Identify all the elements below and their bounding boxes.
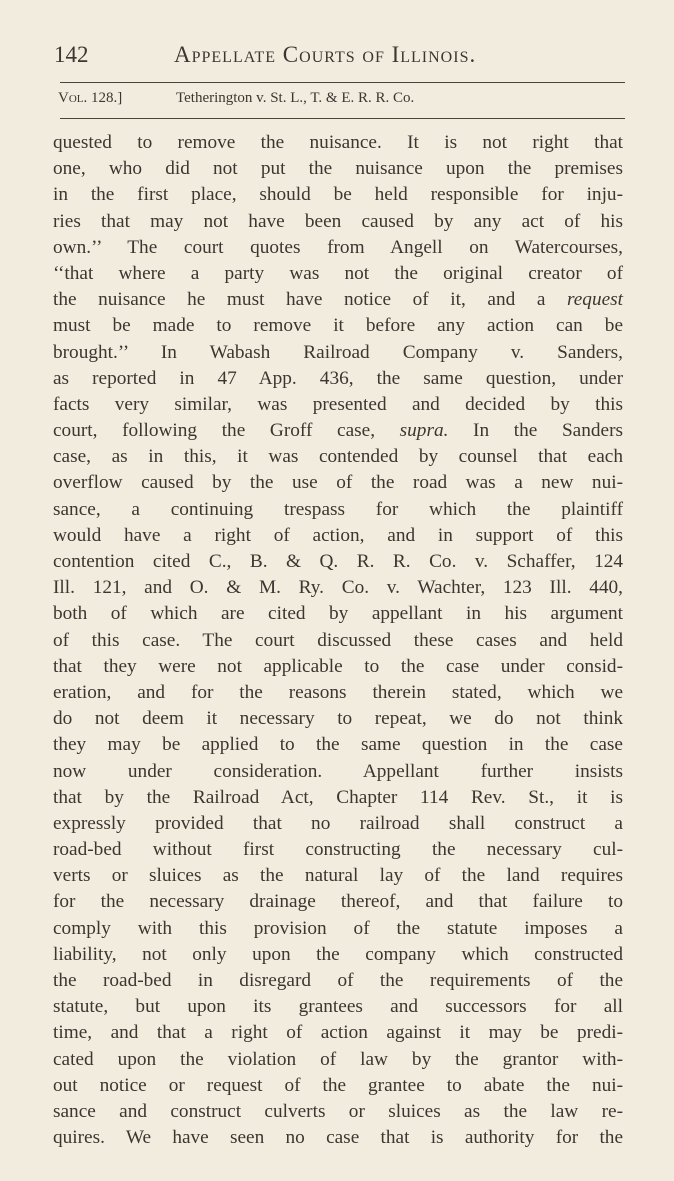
text-segment: for the necessary drainage thereof, and that failure to [53, 891, 623, 913]
text-line [53, 1125, 623, 1151]
text-line [53, 863, 623, 889]
text-segment: liability, not only upon the company which constructed [53, 943, 623, 965]
text-line [53, 235, 623, 261]
text-line [53, 313, 623, 339]
text-segment: verts or sluices as the natural lay of the land requires [53, 865, 623, 887]
text-segment: both of which are cited by appellant in his argument [53, 603, 623, 625]
text-segment: cated upon the violation of law by the grantor with- [53, 1048, 623, 1070]
text-line [53, 601, 623, 627]
text-segment: quested to remove the nuisance. It is not right that [53, 132, 623, 153]
text-line [53, 470, 623, 496]
text-segment: expressly provided that no railroad shall construct a [53, 812, 623, 834]
text-segment: they may be applied to the same question in the case [53, 734, 623, 756]
header-rule [60, 82, 625, 83]
text-line [53, 942, 623, 968]
body-text [53, 130, 623, 1151]
volume-label: Vol. 128.] [58, 90, 123, 106]
text-segment: eration, and for the reasons therein stated, which we [53, 681, 623, 703]
italic-text: request [566, 289, 623, 311]
text-line [53, 575, 623, 601]
text-segment: as reported in 47 App. 436, the same question, under [53, 367, 623, 389]
text-segment: contention cited C., B. & Q. R. R. Co. v. Schaffer, 124 [53, 551, 623, 572]
text-segment: that by the Railroad Act, Chapter 114 Rev. St., it is [53, 786, 623, 808]
text-segment: ‘‘that where a party was not the original creator of [53, 262, 623, 284]
text-line [53, 418, 623, 444]
text-line [53, 785, 623, 811]
text-line [53, 261, 623, 287]
text-segment: the road-bed in disregard of the requirements of the [53, 970, 623, 991]
text-line [53, 497, 623, 523]
text-segment: time, and that a right of action against it may be predi- [53, 1022, 623, 1044]
text-line [53, 889, 623, 915]
text-line [53, 628, 623, 654]
subheader-rule [60, 118, 625, 119]
text-segment: the nuisance he must have notice of it, and a [53, 289, 567, 311]
running-title: Appellate Courts of Illinois. [174, 42, 477, 67]
text-segment: In the Sanders [448, 420, 623, 442]
text-line [53, 182, 623, 208]
text-segment: brought.’’ In Wabash Railroad Company v. Sanders, [53, 341, 623, 363]
italic-text: supra. [399, 420, 449, 442]
text-segment: one, who did not put the nuisance upon the premises [53, 158, 623, 180]
text-line [53, 549, 623, 575]
text-line [53, 811, 623, 837]
text-line [53, 706, 623, 732]
text-line [53, 209, 623, 235]
text-segment: own.’’ The court quotes from Angell on Watercourses, [53, 236, 623, 258]
text-segment: in the first place, should be held responsible for inju- [53, 184, 623, 206]
text-line [53, 994, 623, 1020]
text-line [53, 968, 623, 994]
text-line [53, 916, 623, 942]
text-line [53, 1073, 623, 1099]
text-segment: court, following the Groff case, [53, 420, 400, 442]
text-segment: of this case. The court discussed these cases and held [53, 629, 623, 651]
text-line [53, 340, 623, 366]
text-line [53, 759, 623, 785]
text-segment: must be made to remove it before any action can be [53, 315, 623, 337]
case-title: Tetherington v. St. L., T. & E. R. R. Co. [176, 90, 415, 106]
text-segment: road-bed without first constructing the necessary cul- [53, 839, 623, 861]
text-segment: statute, but upon its grantees and successors for all [53, 996, 623, 1018]
text-segment: ries that may not have been caused by any act of his [53, 210, 623, 232]
text-line [53, 680, 623, 706]
text-segment: that they were not applicable to the case under consid- [53, 655, 623, 677]
text-segment: sance, a continuing trespass for which the plaintiff [53, 498, 623, 520]
text-segment: quires. We have seen no case that is authority for the [53, 1127, 623, 1149]
text-line [53, 156, 623, 182]
text-line [53, 523, 623, 549]
text-segment: facts very similar, was presented and decided by this [53, 393, 623, 415]
page-header [54, 40, 624, 74]
text-line [53, 732, 623, 758]
text-line [53, 1020, 623, 1046]
page-number: 142 [54, 42, 89, 67]
text-line [53, 130, 623, 156]
text-segment: case, as in this, it was contended by counsel that each [53, 446, 623, 468]
text-segment: would have a right of action, and in support of this [53, 524, 623, 546]
text-line [53, 1099, 623, 1125]
text-segment: overflow caused by the use of the road was a new nui- [53, 472, 623, 494]
text-line [53, 392, 623, 418]
text-line [53, 1047, 623, 1073]
text-line [53, 287, 623, 313]
text-segment: comply with this provision of the statute imposes a [53, 917, 623, 939]
text-line [53, 654, 623, 680]
text-segment: now under consideration. Appellant further insists [53, 760, 623, 782]
text-segment: sance and construct culverts or sluices as the law re- [53, 1100, 623, 1122]
text-line [53, 837, 623, 863]
text-segment: do not deem it necessary to repeat, we do not think [53, 708, 623, 730]
text-line [53, 366, 623, 392]
text-segment: out notice or request of the grantee to abate the nui- [53, 1074, 623, 1096]
text-line [53, 444, 623, 470]
text-segment: Ill. 121, and O. & M. Ry. Co. v. Wachter, 123 Ill. 440, [53, 577, 623, 599]
